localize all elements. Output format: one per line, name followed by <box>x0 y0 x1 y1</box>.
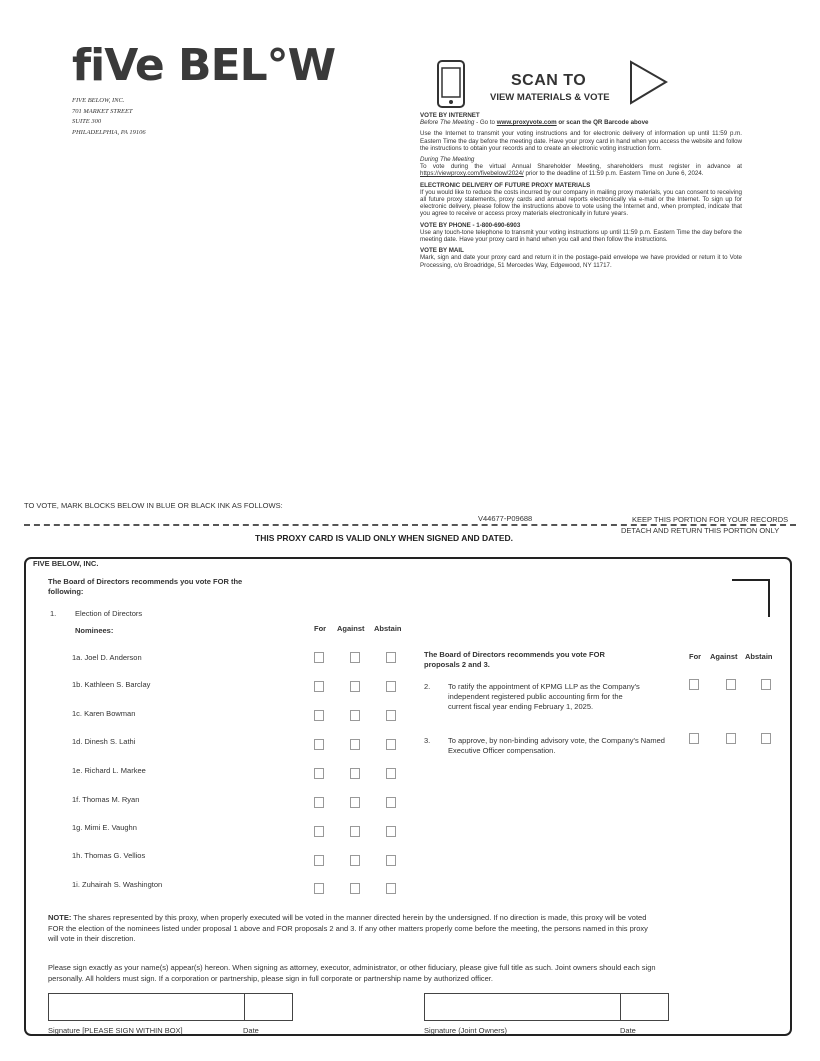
vote-against-checkbox[interactable] <box>350 710 360 721</box>
vote-for-checkbox[interactable] <box>314 710 324 721</box>
col-abstain: Abstain <box>374 624 402 633</box>
date-label: Date <box>243 1026 259 1035</box>
proxyvote-link[interactable]: www.proxyvote.com <box>496 119 557 127</box>
before-label: Before The Meeting <box>420 119 475 127</box>
before-text: - Go to <box>474 119 497 127</box>
col-abstain-2: Abstain <box>745 652 773 661</box>
proposal-text: To ratify the appointment of KPMG LLP as the Company's independent registered public accounting firm for the current fiscal year ending February 1, 2025. <box>448 682 640 711</box>
joint-date-divider <box>620 993 621 1021</box>
vote-for-checkbox[interactable] <box>314 739 324 750</box>
nominee-name: 1e. Richard L. Markee <box>72 766 146 775</box>
scan-subtitle: VIEW MATERIALS & VOTE <box>490 92 610 103</box>
vote-for-checkbox[interactable] <box>314 797 324 808</box>
recommend-proposals-2-3: The Board of Directors recommends you vote FOR proposals 2 and 3. <box>424 650 605 669</box>
nominee-name: 1i. Zuhairah S. Washington <box>72 880 163 889</box>
internet-heading: VOTE BY INTERNET <box>420 112 480 119</box>
nominee-name: 1c. Karen Bowman <box>72 709 136 718</box>
vote-abstain-checkbox[interactable] <box>386 681 396 692</box>
col-against: Against <box>337 624 365 633</box>
item1-title: Election of Directors <box>75 609 143 618</box>
vote-abstain-checkbox[interactable] <box>386 768 396 779</box>
vote-against-checkbox[interactable] <box>726 733 736 744</box>
vote-for-checkbox[interactable] <box>314 883 324 894</box>
vote-abstain-checkbox[interactable] <box>761 733 771 744</box>
card-company: FIVE BELOW, INC. <box>33 559 99 568</box>
phone-heading: VOTE BY PHONE - 1-800-690-6903 <box>420 221 521 229</box>
col-for: For <box>314 624 327 633</box>
note-paragraph <box>48 913 660 945</box>
vote-abstain-checkbox[interactable] <box>386 739 396 750</box>
smartphone-icon <box>436 60 466 108</box>
vote-against-checkbox[interactable] <box>350 681 360 692</box>
before-text-2: or scan the QR Barcode above <box>556 119 649 127</box>
vote-against-checkbox[interactable] <box>350 883 360 894</box>
note-label: NOTE: <box>48 913 72 922</box>
company-address <box>72 96 146 138</box>
joint-signature-box[interactable] <box>424 993 669 1021</box>
proposal-text: To approve, by non-binding advisory vote, the Company's Named Executive Officer compensation. <box>448 736 665 755</box>
address-line: PHILADELPHIA, PA 19106 <box>72 128 146 136</box>
vote-abstain-checkbox[interactable] <box>386 855 396 866</box>
vote-for-checkbox[interactable] <box>314 681 324 692</box>
signature-box[interactable] <box>48 993 293 1021</box>
address-line: 701 MARKET STREET <box>72 107 133 115</box>
nominee-name: 1b. Kathleen S. Barclay <box>72 680 151 689</box>
electronic-heading: ELECTRONIC DELIVERY OF FUTURE PROXY MATERIALS <box>420 181 591 189</box>
viewproxy-link[interactable]: https://viewproxy.com/fivebelow/2024/ <box>420 170 524 178</box>
vote-abstain-checkbox[interactable] <box>386 710 396 721</box>
vote-against-checkbox[interactable] <box>726 679 736 690</box>
voting-instructions <box>420 112 742 269</box>
vote-for-checkbox[interactable] <box>314 855 324 866</box>
vote-abstain-checkbox[interactable] <box>386 883 396 894</box>
item1-number: 1. <box>50 609 57 618</box>
before-meeting <box>420 119 742 126</box>
phone-body: Use any touch-tone telephone to transmit your voting instructions up until 11:59 p.m. Eastern Time the day before the meeting date. Have your proxy card in hand when you call and then follow the instructions. <box>420 228 742 244</box>
vote-abstain-checkbox[interactable] <box>761 679 771 690</box>
signature-date-divider <box>244 993 245 1021</box>
control-code: V44677-P09688 <box>478 514 533 523</box>
address-line: FIVE BELOW, INC. <box>72 97 125 104</box>
col-against-2: Against <box>710 652 738 661</box>
col-for-2: For <box>689 652 702 661</box>
vote-against-checkbox[interactable] <box>350 855 360 866</box>
nominee-name: 1f. Thomas M. Ryan <box>72 795 140 804</box>
keep-portion-label: KEEP THIS PORTION FOR YOUR RECORDS <box>632 515 789 524</box>
during-label: During The Meeting <box>420 156 475 164</box>
during-meeting <box>420 163 742 177</box>
sign-instructions: Please sign exactly as your name(s) appear(s) hereon. When signing as attorney, executor, administrator, or other fiduciary, please give full title as such. Joint owners should each sign personally. All holders must sign. If a corporation or partnership, please sign in full corporate or partnership name by authorized officer. <box>48 963 656 983</box>
mail-heading: VOTE BY MAIL <box>420 247 464 255</box>
joint-signature-label: Signature (Joint Owners) <box>424 1026 507 1035</box>
internet-body: Use the Internet to transmit your voting instructions and for electronic delivery of information up until 11:59 p.m. Eastern Time the day before the meeting date. Have your proxy card in hand when you access the website and follow the instructions to obtain your records and to create an electronic voting instruction form. <box>420 130 742 152</box>
during-text: To vote during the virtual Annual Shareholder Meeting, shareholders must register in advance at <box>420 163 742 171</box>
recommend-proposal-1: The Board of Directors recommends you vote FOR the following: <box>48 577 243 596</box>
vote-for-checkbox[interactable] <box>314 652 324 663</box>
vote-abstain-checkbox[interactable] <box>386 826 396 837</box>
registration-mark <box>732 579 770 617</box>
address-line: SUITE 300 <box>72 118 102 125</box>
vote-against-checkbox[interactable] <box>350 739 360 750</box>
nominees-label: Nominees: <box>75 626 114 635</box>
play-arrow-icon <box>629 60 669 106</box>
vote-for-checkbox[interactable] <box>314 826 324 837</box>
valid-notice: THIS PROXY CARD IS VALID ONLY WHEN SIGNED AND DATED. <box>255 533 514 543</box>
scan-title: SCAN TO <box>511 72 587 89</box>
signature-label: Signature [PLEASE SIGN WITHIN BOX] <box>48 1026 183 1035</box>
vote-abstain-checkbox[interactable] <box>386 797 396 808</box>
detach-portion-label: DETACH AND RETURN THIS PORTION ONLY <box>621 526 780 535</box>
proposal-number: 3. <box>424 736 431 745</box>
vote-for-checkbox[interactable] <box>689 679 699 690</box>
vote-for-checkbox[interactable] <box>314 768 324 779</box>
electronic-body: If you would like to reduce the costs incurred by our company in mailing proxy materials, you can consent to receiving all future proxy statements, proxy cards and annual reports electronically via e-mail or the Internet. To sign up for electronic delivery, please follow the instructions above to vote using the Internet and, when prompted, indicate that you agree to receive or access proxy materials electronically in future years. <box>420 188 742 218</box>
nominee-name: 1a. Joel D. Anderson <box>72 653 142 662</box>
company-logo: fiVe BEL°W <box>72 40 336 91</box>
mark-instructions: TO VOTE, MARK BLOCKS BELOW IN BLUE OR BLACK INK AS FOLLOWS: <box>24 501 283 510</box>
joint-date-label: Date <box>620 1026 636 1035</box>
vote-abstain-checkbox[interactable] <box>386 652 396 663</box>
vote-against-checkbox[interactable] <box>350 797 360 808</box>
note-text: The shares represented by this proxy, when properly executed will be voted in the manner directed herein by the undersigned. If no direction is made, this proxy will be voted FOR the election of the nominees listed under proposal 1 above and FOR proposals 2 and 3. If any other matters properly come before the meeting, the persons named in this proxy will vote in their discretion. <box>48 913 648 943</box>
vote-against-checkbox[interactable] <box>350 826 360 837</box>
nominee-name: 1d. Dinesh S. Lathi <box>72 737 136 746</box>
vote-against-checkbox[interactable] <box>350 768 360 779</box>
during-text-2: prior to the deadline of 11:59 p.m. Eastern Time on June 6, 2024. <box>523 170 704 178</box>
vote-against-checkbox[interactable] <box>350 652 360 663</box>
mail-body: Mark, sign and date your proxy card and return it in the postage-paid envelope we have provided or return it to Vote Processing, c/o Broadridge, 51 Mercedes Way, Edgewood, NY 11717. <box>420 254 742 269</box>
vote-for-checkbox[interactable] <box>689 733 699 744</box>
nominee-name: 1h. Thomas G. Vellios <box>72 851 146 860</box>
proposal-number: 2. <box>424 682 431 691</box>
nominee-name: 1g. Mimi E. Vaughn <box>72 823 137 832</box>
